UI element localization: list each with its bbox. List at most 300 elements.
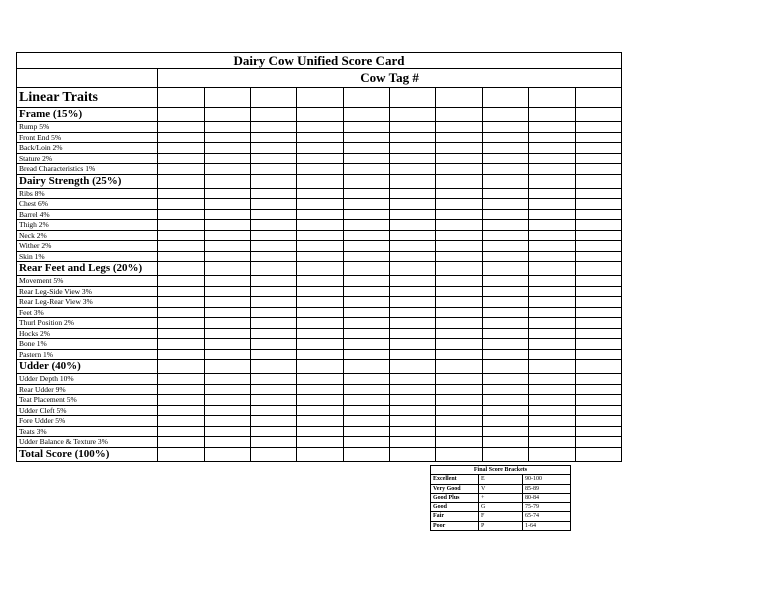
score-cell[interactable] <box>204 143 250 154</box>
score-cell[interactable] <box>575 318 621 329</box>
score-cell[interactable] <box>436 286 482 297</box>
score-cell[interactable] <box>297 199 343 210</box>
score-cell[interactable] <box>297 230 343 241</box>
score-cell[interactable] <box>529 174 575 188</box>
score-cell[interactable] <box>529 88 575 108</box>
score-cell[interactable] <box>297 384 343 395</box>
score-cell[interactable] <box>390 318 436 329</box>
score-cell[interactable] <box>575 374 621 385</box>
score-cell[interactable] <box>250 297 296 308</box>
score-cell[interactable] <box>297 447 343 461</box>
score-cell[interactable] <box>529 374 575 385</box>
score-cell[interactable] <box>482 220 528 231</box>
score-cell[interactable] <box>529 426 575 437</box>
score-cell[interactable] <box>250 339 296 350</box>
score-cell[interactable] <box>390 88 436 108</box>
score-cell[interactable] <box>482 360 528 374</box>
score-cell[interactable] <box>390 262 436 276</box>
score-cell[interactable] <box>204 188 250 199</box>
score-cell[interactable] <box>529 153 575 164</box>
score-cell[interactable] <box>297 153 343 164</box>
score-cell[interactable] <box>204 307 250 318</box>
score-cell[interactable] <box>575 395 621 406</box>
score-cell[interactable] <box>158 416 204 427</box>
score-cell[interactable] <box>158 199 204 210</box>
score-cell[interactable] <box>482 143 528 154</box>
score-cell[interactable] <box>250 188 296 199</box>
score-cell[interactable] <box>575 188 621 199</box>
score-cell[interactable] <box>436 143 482 154</box>
score-cell[interactable] <box>436 164 482 175</box>
score-cell[interactable] <box>436 349 482 360</box>
score-cell[interactable] <box>390 426 436 437</box>
score-cell[interactable] <box>390 297 436 308</box>
score-cell[interactable] <box>482 164 528 175</box>
score-cell[interactable] <box>529 437 575 448</box>
score-cell[interactable] <box>575 437 621 448</box>
score-cell[interactable] <box>575 230 621 241</box>
score-cell[interactable] <box>482 374 528 385</box>
score-cell[interactable] <box>250 328 296 339</box>
score-cell[interactable] <box>575 174 621 188</box>
score-cell[interactable] <box>575 297 621 308</box>
score-cell[interactable] <box>529 384 575 395</box>
score-cell[interactable] <box>529 188 575 199</box>
score-cell[interactable] <box>529 241 575 252</box>
score-cell[interactable] <box>529 416 575 427</box>
score-cell[interactable] <box>204 405 250 416</box>
score-cell[interactable] <box>158 108 204 122</box>
score-cell[interactable] <box>250 122 296 133</box>
score-cell[interactable] <box>343 276 389 287</box>
score-cell[interactable] <box>529 349 575 360</box>
score-cell[interactable] <box>390 328 436 339</box>
score-cell[interactable] <box>297 339 343 350</box>
score-cell[interactable] <box>575 286 621 297</box>
score-cell[interactable] <box>297 318 343 329</box>
score-cell[interactable] <box>343 188 389 199</box>
score-cell[interactable] <box>575 220 621 231</box>
score-cell[interactable] <box>575 447 621 461</box>
score-cell[interactable] <box>158 220 204 231</box>
score-cell[interactable] <box>390 188 436 199</box>
score-cell[interactable] <box>482 286 528 297</box>
score-cell[interactable] <box>529 230 575 241</box>
score-cell[interactable] <box>343 164 389 175</box>
score-cell[interactable] <box>529 132 575 143</box>
score-cell[interactable] <box>297 164 343 175</box>
score-cell[interactable] <box>204 122 250 133</box>
score-cell[interactable] <box>158 437 204 448</box>
score-cell[interactable] <box>250 164 296 175</box>
score-cell[interactable] <box>482 447 528 461</box>
score-cell[interactable] <box>158 384 204 395</box>
score-cell[interactable] <box>158 447 204 461</box>
score-cell[interactable] <box>390 251 436 262</box>
score-cell[interactable] <box>297 132 343 143</box>
score-cell[interactable] <box>390 230 436 241</box>
score-cell[interactable] <box>436 405 482 416</box>
score-cell[interactable] <box>529 276 575 287</box>
score-cell[interactable] <box>158 132 204 143</box>
score-cell[interactable] <box>158 122 204 133</box>
score-cell[interactable] <box>390 286 436 297</box>
score-cell[interactable] <box>390 122 436 133</box>
score-cell[interactable] <box>297 276 343 287</box>
score-cell[interactable] <box>482 230 528 241</box>
score-cell[interactable] <box>575 360 621 374</box>
score-cell[interactable] <box>158 164 204 175</box>
score-cell[interactable] <box>575 153 621 164</box>
score-cell[interactable] <box>390 241 436 252</box>
score-cell[interactable] <box>529 286 575 297</box>
score-cell[interactable] <box>204 318 250 329</box>
score-cell[interactable] <box>250 384 296 395</box>
score-cell[interactable] <box>250 241 296 252</box>
score-cell[interactable] <box>250 447 296 461</box>
score-cell[interactable] <box>158 153 204 164</box>
score-cell[interactable] <box>575 405 621 416</box>
score-cell[interactable] <box>250 251 296 262</box>
score-cell[interactable] <box>436 199 482 210</box>
score-cell[interactable] <box>575 132 621 143</box>
score-cell[interactable] <box>158 262 204 276</box>
score-cell[interactable] <box>204 328 250 339</box>
score-cell[interactable] <box>343 374 389 385</box>
score-cell[interactable] <box>390 395 436 406</box>
score-cell[interactable] <box>390 447 436 461</box>
score-cell[interactable] <box>297 262 343 276</box>
score-cell[interactable] <box>250 437 296 448</box>
score-cell[interactable] <box>575 384 621 395</box>
score-cell[interactable] <box>482 395 528 406</box>
score-cell[interactable] <box>436 108 482 122</box>
score-cell[interactable] <box>482 276 528 287</box>
score-cell[interactable] <box>343 437 389 448</box>
score-cell[interactable] <box>436 122 482 133</box>
score-cell[interactable] <box>297 349 343 360</box>
score-cell[interactable] <box>297 426 343 437</box>
score-cell[interactable] <box>390 437 436 448</box>
score-cell[interactable] <box>204 374 250 385</box>
score-cell[interactable] <box>482 262 528 276</box>
score-cell[interactable] <box>529 108 575 122</box>
score-cell[interactable] <box>158 339 204 350</box>
score-cell[interactable] <box>482 339 528 350</box>
score-cell[interactable] <box>297 416 343 427</box>
score-cell[interactable] <box>529 405 575 416</box>
score-cell[interactable] <box>482 349 528 360</box>
score-cell[interactable] <box>436 384 482 395</box>
score-cell[interactable] <box>343 447 389 461</box>
score-cell[interactable] <box>482 251 528 262</box>
score-cell[interactable] <box>297 405 343 416</box>
score-cell[interactable] <box>575 88 621 108</box>
score-cell[interactable] <box>529 199 575 210</box>
score-cell[interactable] <box>575 276 621 287</box>
score-cell[interactable] <box>390 384 436 395</box>
score-cell[interactable] <box>482 153 528 164</box>
score-cell[interactable] <box>204 297 250 308</box>
score-cell[interactable] <box>343 209 389 220</box>
score-cell[interactable] <box>250 395 296 406</box>
score-cell[interactable] <box>343 251 389 262</box>
score-cell[interactable] <box>482 122 528 133</box>
score-cell[interactable] <box>343 132 389 143</box>
score-cell[interactable] <box>343 426 389 437</box>
score-cell[interactable] <box>436 339 482 350</box>
score-cell[interactable] <box>529 251 575 262</box>
score-cell[interactable] <box>390 132 436 143</box>
score-cell[interactable] <box>204 164 250 175</box>
score-cell[interactable] <box>250 143 296 154</box>
score-cell[interactable] <box>436 276 482 287</box>
score-cell[interactable] <box>250 88 296 108</box>
score-cell[interactable] <box>297 437 343 448</box>
score-cell[interactable] <box>575 307 621 318</box>
score-cell[interactable] <box>204 286 250 297</box>
score-cell[interactable] <box>343 153 389 164</box>
score-cell[interactable] <box>575 251 621 262</box>
score-cell[interactable] <box>482 437 528 448</box>
score-cell[interactable] <box>204 437 250 448</box>
score-cell[interactable] <box>482 108 528 122</box>
score-cell[interactable] <box>204 339 250 350</box>
score-cell[interactable] <box>204 241 250 252</box>
score-cell[interactable] <box>482 209 528 220</box>
score-cell[interactable] <box>575 108 621 122</box>
score-cell[interactable] <box>529 360 575 374</box>
score-cell[interactable] <box>529 318 575 329</box>
score-cell[interactable] <box>158 307 204 318</box>
score-cell[interactable] <box>158 276 204 287</box>
score-cell[interactable] <box>250 360 296 374</box>
score-cell[interactable] <box>390 276 436 287</box>
score-cell[interactable] <box>297 188 343 199</box>
score-cell[interactable] <box>482 241 528 252</box>
score-cell[interactable] <box>343 88 389 108</box>
score-cell[interactable] <box>575 199 621 210</box>
score-cell[interactable] <box>204 251 250 262</box>
score-cell[interactable] <box>250 230 296 241</box>
score-cell[interactable] <box>158 286 204 297</box>
score-cell[interactable] <box>436 230 482 241</box>
score-cell[interactable] <box>158 360 204 374</box>
score-cell[interactable] <box>158 230 204 241</box>
score-cell[interactable] <box>482 132 528 143</box>
score-cell[interactable] <box>575 262 621 276</box>
score-cell[interactable] <box>204 108 250 122</box>
score-cell[interactable] <box>436 153 482 164</box>
score-cell[interactable] <box>343 199 389 210</box>
score-cell[interactable] <box>575 122 621 133</box>
score-cell[interactable] <box>575 143 621 154</box>
score-cell[interactable] <box>575 241 621 252</box>
score-cell[interactable] <box>158 328 204 339</box>
score-cell[interactable] <box>436 426 482 437</box>
score-cell[interactable] <box>158 395 204 406</box>
score-cell[interactable] <box>204 174 250 188</box>
score-cell[interactable] <box>529 164 575 175</box>
score-cell[interactable] <box>436 241 482 252</box>
score-cell[interactable] <box>482 426 528 437</box>
score-cell[interactable] <box>204 426 250 437</box>
score-cell[interactable] <box>390 416 436 427</box>
score-cell[interactable] <box>250 318 296 329</box>
score-cell[interactable] <box>297 108 343 122</box>
score-cell[interactable] <box>482 307 528 318</box>
score-cell[interactable] <box>297 251 343 262</box>
score-cell[interactable] <box>158 188 204 199</box>
score-cell[interactable] <box>297 374 343 385</box>
score-cell[interactable] <box>204 153 250 164</box>
score-cell[interactable] <box>529 297 575 308</box>
score-cell[interactable] <box>343 220 389 231</box>
score-cell[interactable] <box>204 209 250 220</box>
score-cell[interactable] <box>297 174 343 188</box>
score-cell[interactable] <box>575 209 621 220</box>
score-cell[interactable] <box>529 262 575 276</box>
score-cell[interactable] <box>343 143 389 154</box>
score-cell[interactable] <box>436 132 482 143</box>
score-cell[interactable] <box>204 384 250 395</box>
score-cell[interactable] <box>529 122 575 133</box>
score-cell[interactable] <box>250 405 296 416</box>
score-cell[interactable] <box>158 88 204 108</box>
score-cell[interactable] <box>343 286 389 297</box>
score-cell[interactable] <box>343 328 389 339</box>
score-cell[interactable] <box>390 339 436 350</box>
score-cell[interactable] <box>482 297 528 308</box>
score-cell[interactable] <box>390 164 436 175</box>
score-cell[interactable] <box>575 339 621 350</box>
score-cell[interactable] <box>575 164 621 175</box>
score-cell[interactable] <box>250 132 296 143</box>
score-cell[interactable] <box>390 209 436 220</box>
score-cell[interactable] <box>529 328 575 339</box>
score-cell[interactable] <box>482 188 528 199</box>
score-cell[interactable] <box>436 262 482 276</box>
score-cell[interactable] <box>297 88 343 108</box>
score-cell[interactable] <box>250 374 296 385</box>
score-cell[interactable] <box>343 262 389 276</box>
score-cell[interactable] <box>204 132 250 143</box>
score-cell[interactable] <box>482 88 528 108</box>
score-cell[interactable] <box>297 122 343 133</box>
score-cell[interactable] <box>343 339 389 350</box>
score-cell[interactable] <box>436 328 482 339</box>
score-cell[interactable] <box>158 251 204 262</box>
score-cell[interactable] <box>390 307 436 318</box>
score-cell[interactable] <box>343 349 389 360</box>
score-cell[interactable] <box>390 108 436 122</box>
score-cell[interactable] <box>436 297 482 308</box>
score-cell[interactable] <box>297 297 343 308</box>
score-cell[interactable] <box>297 395 343 406</box>
score-cell[interactable] <box>575 426 621 437</box>
score-cell[interactable] <box>158 349 204 360</box>
score-cell[interactable] <box>390 174 436 188</box>
score-cell[interactable] <box>250 416 296 427</box>
score-cell[interactable] <box>482 328 528 339</box>
score-cell[interactable] <box>343 122 389 133</box>
score-cell[interactable] <box>482 318 528 329</box>
score-cell[interactable] <box>158 174 204 188</box>
score-cell[interactable] <box>482 416 528 427</box>
score-cell[interactable] <box>250 349 296 360</box>
score-cell[interactable] <box>343 384 389 395</box>
score-cell[interactable] <box>482 174 528 188</box>
score-cell[interactable] <box>297 143 343 154</box>
score-cell[interactable] <box>343 360 389 374</box>
score-cell[interactable] <box>204 276 250 287</box>
score-cell[interactable] <box>297 209 343 220</box>
score-cell[interactable] <box>250 276 296 287</box>
score-cell[interactable] <box>343 405 389 416</box>
score-cell[interactable] <box>204 416 250 427</box>
score-cell[interactable] <box>529 447 575 461</box>
score-cell[interactable] <box>250 286 296 297</box>
score-cell[interactable] <box>250 307 296 318</box>
score-cell[interactable] <box>204 360 250 374</box>
score-cell[interactable] <box>158 297 204 308</box>
score-cell[interactable] <box>343 307 389 318</box>
score-cell[interactable] <box>204 395 250 406</box>
score-cell[interactable] <box>343 174 389 188</box>
score-cell[interactable] <box>204 262 250 276</box>
score-cell[interactable] <box>529 220 575 231</box>
score-cell[interactable] <box>204 220 250 231</box>
score-cell[interactable] <box>436 318 482 329</box>
score-cell[interactable] <box>250 108 296 122</box>
score-cell[interactable] <box>436 360 482 374</box>
score-cell[interactable] <box>390 349 436 360</box>
score-cell[interactable] <box>250 209 296 220</box>
score-cell[interactable] <box>343 297 389 308</box>
score-cell[interactable] <box>529 209 575 220</box>
score-cell[interactable] <box>436 220 482 231</box>
score-cell[interactable] <box>343 241 389 252</box>
score-cell[interactable] <box>250 174 296 188</box>
score-cell[interactable] <box>390 220 436 231</box>
score-cell[interactable] <box>250 199 296 210</box>
score-cell[interactable] <box>158 318 204 329</box>
score-cell[interactable] <box>297 307 343 318</box>
score-cell[interactable] <box>482 405 528 416</box>
score-cell[interactable] <box>250 220 296 231</box>
score-cell[interactable] <box>390 405 436 416</box>
score-cell[interactable] <box>204 88 250 108</box>
score-cell[interactable] <box>436 209 482 220</box>
score-cell[interactable] <box>390 153 436 164</box>
score-cell[interactable] <box>482 384 528 395</box>
score-cell[interactable] <box>204 230 250 241</box>
score-cell[interactable] <box>436 374 482 385</box>
score-cell[interactable] <box>390 360 436 374</box>
score-cell[interactable] <box>529 339 575 350</box>
score-cell[interactable] <box>436 88 482 108</box>
score-cell[interactable] <box>158 209 204 220</box>
score-cell[interactable] <box>250 153 296 164</box>
score-cell[interactable] <box>297 220 343 231</box>
score-cell[interactable] <box>343 318 389 329</box>
score-cell[interactable] <box>575 416 621 427</box>
score-cell[interactable] <box>297 360 343 374</box>
score-cell[interactable] <box>436 251 482 262</box>
score-cell[interactable] <box>158 405 204 416</box>
score-cell[interactable] <box>250 426 296 437</box>
score-cell[interactable] <box>343 416 389 427</box>
